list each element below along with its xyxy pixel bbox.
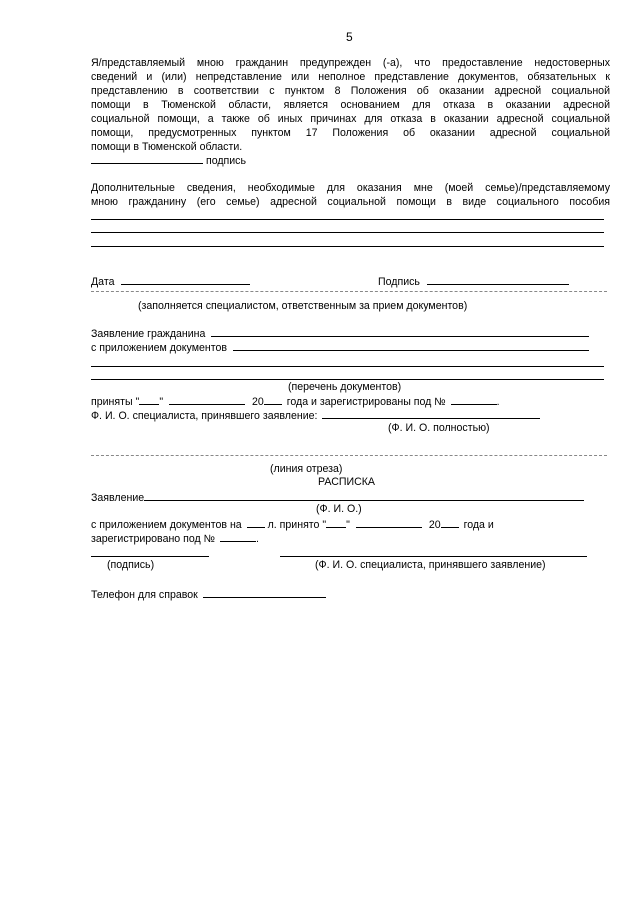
accepted-middle: года и зарегистрированы под № (286, 396, 446, 408)
date-row (91, 274, 250, 289)
additional-blank-2[interactable] (91, 232, 604, 233)
accepted-year-prefix: 20 (251, 396, 264, 408)
specialist-note: (заполняется специалистом, ответственным за прием документов) (138, 300, 468, 312)
receipt-title: РАСПИСКА (318, 476, 375, 488)
receipt-specialist-blank[interactable] (280, 556, 587, 557)
receipt-sheets: л. принято " (267, 519, 327, 531)
receipt-year-prefix: 20 (428, 519, 441, 531)
receipt-attach-row (91, 517, 494, 532)
receipt-application-blank[interactable] (144, 490, 584, 501)
accepted-number-blank[interactable] (451, 394, 497, 405)
warning-line-2: сведений и (или) непредставление или неполное представление документов, обязательных к (91, 71, 610, 83)
receipt-number-blank[interactable] (220, 531, 256, 542)
receipt-quote-close: " (346, 519, 350, 531)
separator-line (91, 291, 607, 292)
accepted-quote-close: " (159, 396, 164, 408)
receipt-specialist-caption: (Ф. И. О. специалиста, принявшего заявление) (315, 559, 546, 571)
application-label: Заявление гражданина (91, 328, 206, 340)
warning-signature-row (91, 153, 246, 168)
warning-line-6: помощи, предусмотренных пунктом 17 Положения об оказании адресной социальной (91, 127, 610, 139)
accepted-row (91, 394, 500, 409)
application-blank[interactable] (211, 326, 589, 337)
additional-blank-3[interactable] (91, 246, 604, 247)
application-row (91, 326, 589, 341)
specialist-fio-label: Ф. И. О. специалиста, принявшего заявление: (91, 410, 318, 422)
warning-line-7: помощи в Тюменской области. (91, 141, 243, 153)
phone-row (91, 587, 326, 602)
signature-blank[interactable] (427, 274, 569, 285)
warning-signature-label: подпись (205, 155, 247, 167)
date-blank[interactable] (121, 274, 250, 285)
attachments-row (91, 340, 589, 355)
accepted-day-blank[interactable] (139, 394, 159, 405)
receipt-attach-prefix: с приложением документов на (91, 519, 242, 531)
warning-line-4: помощи в Тюменской области, является основанием для отказа в оказании адресной (91, 99, 610, 111)
receipt-day-blank[interactable] (326, 517, 346, 528)
warning-line-3: представлению в соответствии с пунктом 8 Положения об оказании адресной социальной (91, 85, 610, 97)
signature-row (378, 274, 569, 289)
receipt-fio-caption: (Ф. И. О.) (316, 503, 362, 515)
phone-label: Телефон для справок (91, 589, 198, 601)
accepted-end: . (496, 396, 500, 408)
page-number: 5 (346, 30, 353, 44)
warning-line-1: Я/представляемый мною гражданин предупрежден (-а), что предоставление недостоверных (91, 57, 610, 69)
attachments-label: с приложением документов (91, 342, 228, 354)
cut-line (91, 455, 607, 456)
warning-line-5: социальной помощи, а также об иных причинах для отказа в оказании адресной социальной (91, 113, 610, 125)
receipt-registered-row (91, 531, 259, 546)
receipt-sheets-blank[interactable] (247, 517, 265, 528)
additional-line-2: мною гражданину (его семье) адресной социальной помощи в виде социального пособия (91, 196, 610, 208)
additional-line-1: Дополнительные сведения, необходимые для оказания мне (моей семье)/представляемому (91, 182, 610, 194)
attachments-blank[interactable] (233, 340, 589, 351)
phone-blank[interactable] (203, 587, 326, 598)
cut-line-caption: (линия отреза) (270, 463, 343, 475)
specialist-fio-blank[interactable] (322, 408, 540, 419)
receipt-year-blank[interactable] (441, 517, 459, 528)
date-label: Дата (91, 276, 115, 288)
accepted-year-blank[interactable] (264, 394, 282, 405)
specialist-fio-row (91, 408, 540, 423)
receipt-end: . (255, 533, 259, 545)
additional-blank-1[interactable] (91, 219, 604, 220)
full-fio-caption: (Ф. И. О. полностью) (388, 422, 490, 434)
documents-blank-1[interactable] (91, 366, 604, 367)
receipt-signature-blank[interactable] (91, 556, 209, 557)
accepted-prefix: приняты " (91, 396, 140, 408)
receipt-signature-caption: (подпись) (107, 559, 155, 571)
receipt-registered: зарегистрировано под № (91, 533, 216, 545)
receipt-application-label: Заявление (91, 492, 145, 504)
accepted-month-blank[interactable] (169, 394, 245, 405)
documents-blank-2[interactable] (91, 379, 604, 380)
receipt-month-blank[interactable] (356, 517, 422, 528)
receipt-year-suffix: года и (463, 519, 494, 531)
warning-signature-blank[interactable] (91, 153, 203, 164)
documents-list-caption: (перечень документов) (288, 381, 402, 393)
signature-label: Подпись (378, 276, 420, 288)
